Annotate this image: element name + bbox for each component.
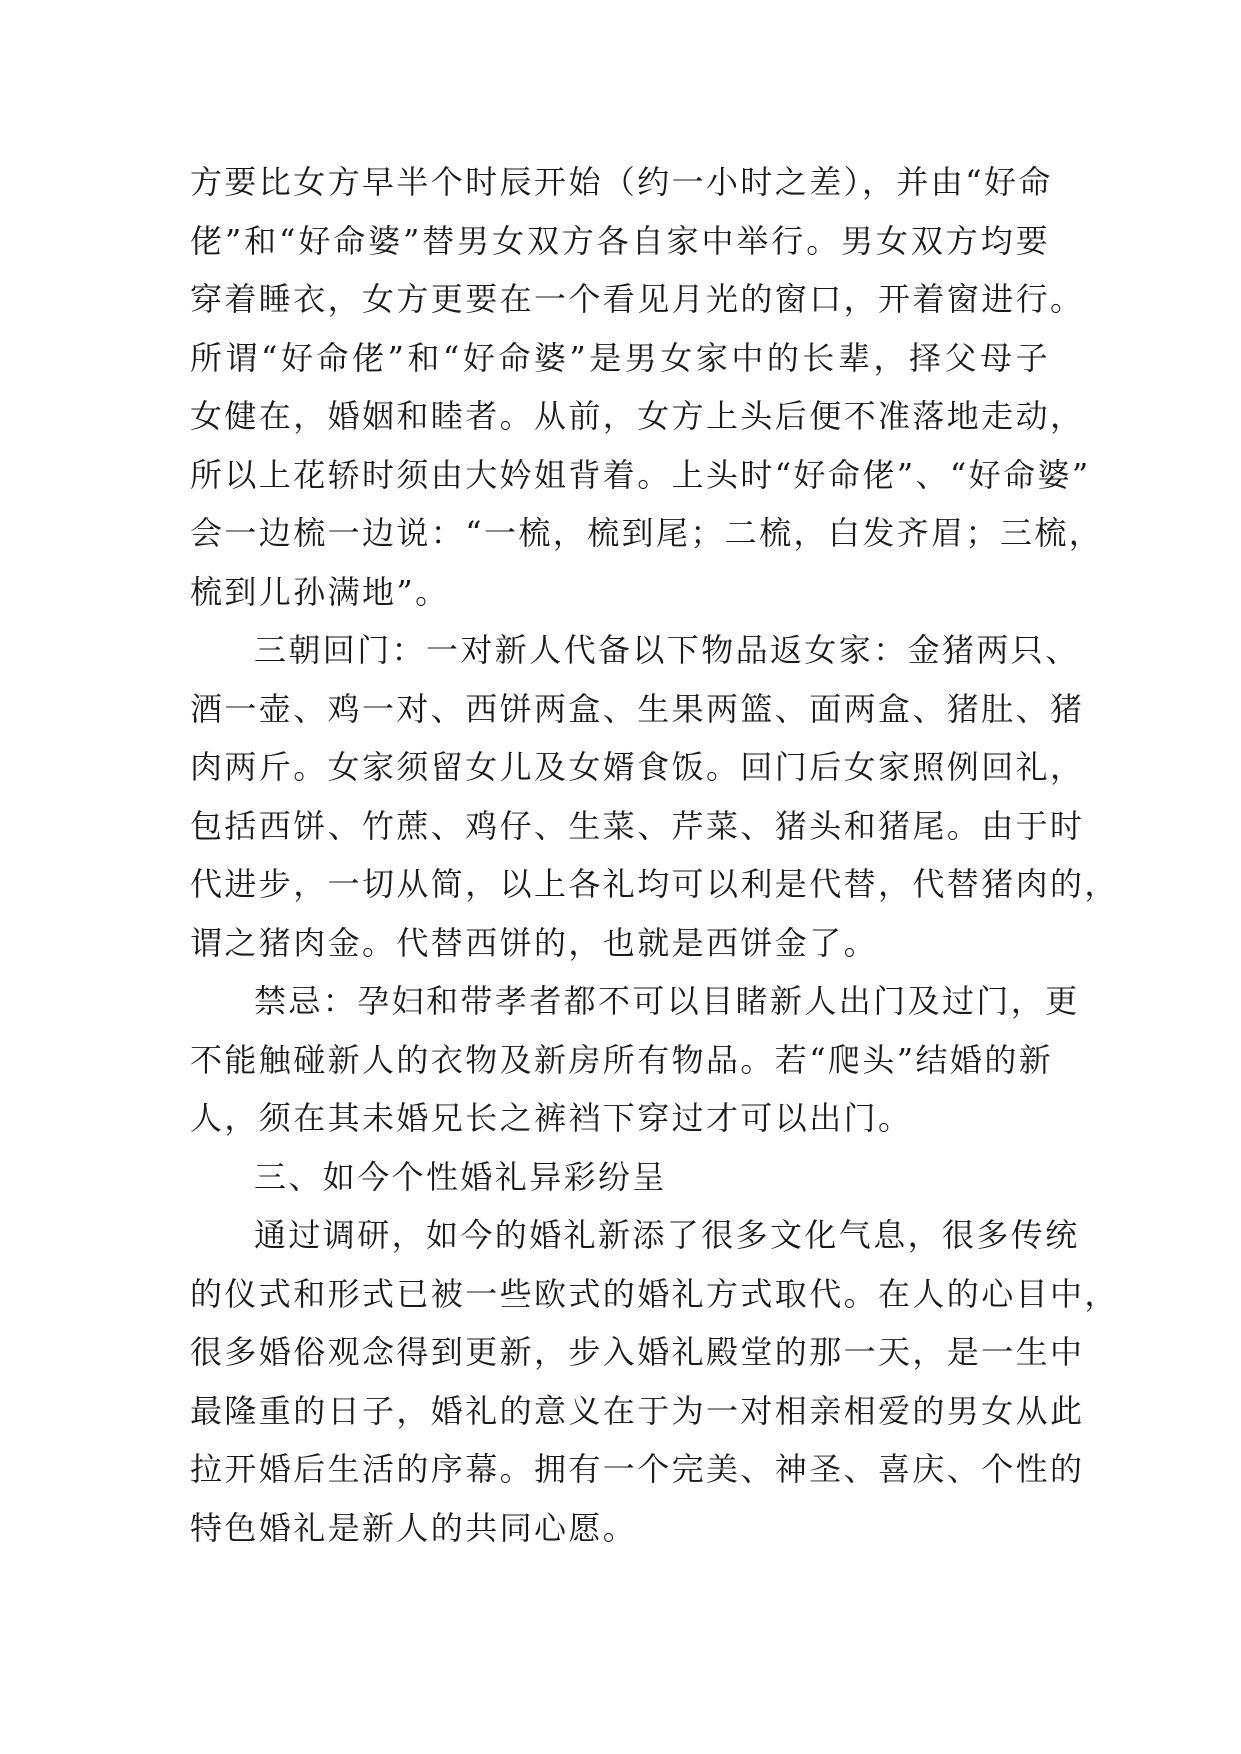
text-line: 人，须在其未婚兄长之裤裆下穿过才可以出门。: [190, 1099, 913, 1137]
text-line: 穿着睡衣，女方更要在一个看见月光的窗口，开着窗进行。: [190, 280, 1085, 318]
text-line: 特色婚礼是新人的共同心愿。: [190, 1508, 638, 1547]
text-line: 所以上花轿时须由大妗姐背着。上头时“好命佬”、“好命婆”: [190, 455, 1091, 494]
text-line: 酒一壶、鸡一对、西饼两盒、生果两篮、面两盒、猪肚、猪: [190, 689, 1085, 728]
text-line: 包括西饼、竹蔗、鸡仔、生菜、芹菜、猪头和猪尾。由于时: [190, 806, 1085, 845]
text-line: 肉两斤。女家须留女儿及女婿食饭。回门后女家照例回礼，: [190, 748, 1085, 786]
text-line: 代进步，一切从简，以上各礼均可以利是代替，代替猪肉的，: [190, 865, 1119, 903]
text-line: 会一边梳一边说：“一梳，梳到尾；二梳，白发齐眉；三梳，: [190, 514, 1104, 552]
text-line: 不能触碰新人的衣物及新房所有物品。若“爬头”结婚的新: [190, 1040, 1054, 1079]
text-line: 佬”和“好命婆”替男女双方各自家中举行。男女双方均要: [190, 221, 1050, 260]
section-heading: 三、如今个性婚礼异彩纷呈: [254, 1157, 667, 1196]
text-line: 梳到儿孙满地”。: [190, 572, 450, 611]
text-line: 所谓“好命佬”和“好命婆”是男女家中的长辈，择父母子: [190, 338, 1050, 377]
text-line: 禁忌：孕妇和带孝者都不可以目睹新人出门及过门，更: [254, 982, 1080, 1020]
text-line: 的仪式和形式已被一些欧式的婚礼方式取代。在人的心目中，: [190, 1274, 1119, 1313]
text-line: 通过调研，如今的婚礼新添了很多文化气息，很多传统: [254, 1216, 1080, 1254]
text-line: 女健在，婚姻和睦者。从前，女方上头后便不准落地走动，: [190, 397, 1085, 435]
text-line: 最隆重的日子，婚礼的意义在于为一对相亲相爱的男女从此: [190, 1391, 1085, 1430]
text-line: 谓之猪肉金。代替西饼的，也就是西饼金了。: [190, 923, 879, 962]
text-line: 拉开婚后生活的序幕。拥有一个完美、神圣、喜庆、个性的: [190, 1450, 1085, 1488]
text-line: 很多婚俗观念得到更新，步入婚礼殿堂的那一天，是一生中: [190, 1333, 1085, 1371]
text-line: 三朝回门：一对新人代备以下物品返女家：金猪两只、: [254, 631, 1080, 669]
text-line: 方要比女方早半个时辰开始（约一小时之差），并由“好命: [190, 163, 1053, 201]
document-body: [190, 153, 1119, 1557]
